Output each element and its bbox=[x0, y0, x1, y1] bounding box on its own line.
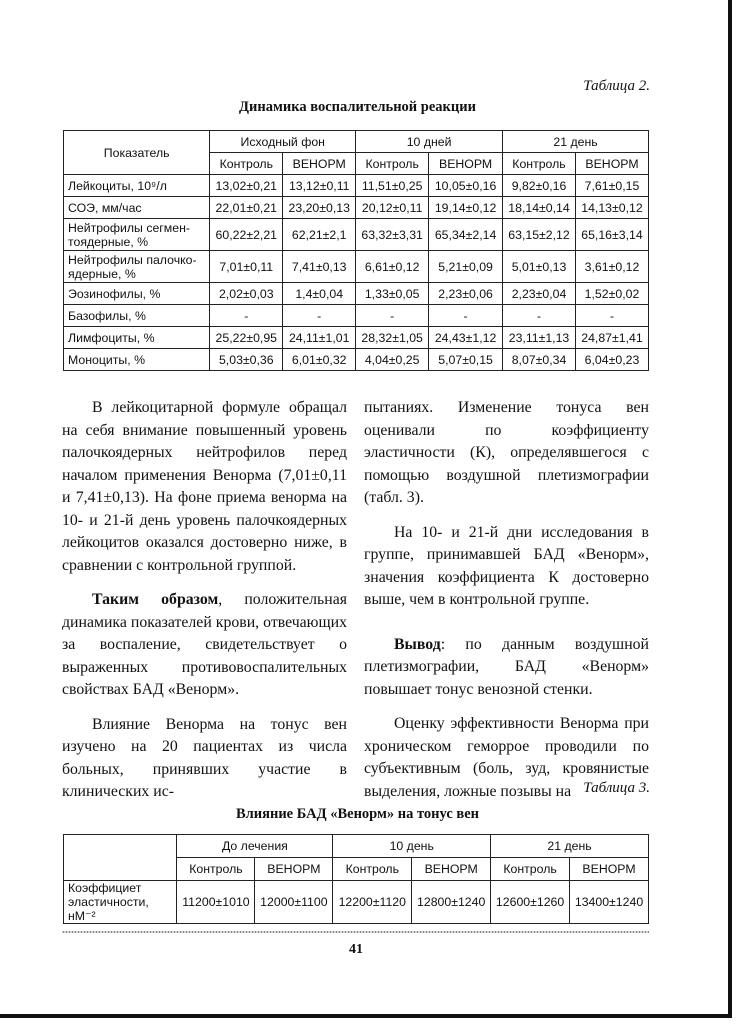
table2-cell: 5,03±0,36 bbox=[210, 349, 283, 371]
table2-cell: 2,23±0,06 bbox=[429, 283, 503, 305]
table2-cell: - bbox=[575, 305, 648, 327]
table2-cell: 6,61±0,12 bbox=[356, 251, 429, 283]
table2-cell: 65,34±2,14 bbox=[429, 219, 503, 251]
table3-header-group: Контроль bbox=[177, 858, 255, 881]
table2-header-group: Контроль bbox=[210, 153, 283, 175]
table3-header-period: До лечения bbox=[177, 835, 333, 858]
table3-header-period: 10 день bbox=[333, 835, 491, 858]
table-row bbox=[64, 305, 649, 327]
table2-cell: 22,01±0,21 bbox=[210, 197, 283, 219]
table-row bbox=[64, 219, 649, 251]
table-row bbox=[64, 251, 649, 283]
table2-cell: 14,13±0,12 bbox=[575, 197, 648, 219]
table2-cell: 63,15±2,12 bbox=[503, 219, 576, 251]
table2-cell: 1,4±0,04 bbox=[283, 283, 356, 305]
table3-caption: Таблица 3. bbox=[583, 780, 650, 796]
table-row bbox=[64, 197, 649, 219]
text-column-left bbox=[62, 397, 347, 804]
table2-row-label: Нейтрофилы сегмен-тоядерные, % bbox=[64, 219, 210, 251]
table2-header-group: Контроль bbox=[503, 153, 576, 175]
table2-cell: 6,01±0,32 bbox=[283, 349, 356, 371]
table2-cell: 7,01±0,11 bbox=[210, 251, 283, 283]
table3-header-empty bbox=[64, 835, 177, 881]
page-number: 41 bbox=[349, 942, 363, 957]
dotted-separator bbox=[62, 930, 649, 934]
table2-caption: Таблица 2. bbox=[583, 78, 650, 94]
table2-cell: 1,52±0,02 bbox=[575, 283, 648, 305]
table2-cell: 60,22±2,21 bbox=[210, 219, 283, 251]
table3-cell: 13400±1240 bbox=[570, 881, 649, 924]
table2-row-label: СОЭ, мм/час bbox=[64, 197, 210, 219]
text-column-right bbox=[364, 397, 649, 803]
table2-cell: 18,14±0,14 bbox=[503, 197, 576, 219]
table2-header-group: ВЕНОРМ bbox=[283, 153, 356, 175]
table2-cell: 13,02±0,21 bbox=[210, 175, 283, 197]
table2-row-label: Лимфоциты, % bbox=[64, 327, 210, 349]
table3-header-group: Контроль bbox=[333, 858, 412, 881]
table2-header-period: 10 дней bbox=[356, 131, 503, 153]
table2-cell: 28,32±1,05 bbox=[356, 327, 429, 349]
table3-title: Влияние БАД «Венорм» на тонус вен bbox=[235, 806, 480, 822]
paragraph: Вывод: по данным воздушной плетизмографии, БАД «Венорм» повышает тонус венозной стенки. bbox=[364, 635, 649, 698]
table2-cell: 25,22±0,95 bbox=[210, 327, 283, 349]
table3-cell: 12200±1120 bbox=[333, 881, 412, 924]
table2-cell: 7,61±0,15 bbox=[575, 175, 648, 197]
paragraph: Влияние Венорма на тонус вен изучено на 20 пациентах из числа больных, принявших участие в клинических ис- bbox=[62, 715, 347, 800]
table2-row-label: Эозинофилы, % bbox=[64, 283, 210, 305]
table2-cell: 5,01±0,13 bbox=[503, 251, 576, 283]
table2-row-label: Нейтрофилы палочко-ядерные, % bbox=[64, 251, 210, 283]
table2-cell: 19,14±0,12 bbox=[429, 197, 503, 219]
table2-cell: 23,20±0,13 bbox=[283, 197, 356, 219]
table3 bbox=[63, 834, 649, 924]
table3-cell: 12600±1260 bbox=[491, 881, 570, 924]
table2-cell: 5,21±0,09 bbox=[429, 251, 503, 283]
table2-cell: 10,05±0,16 bbox=[429, 175, 503, 197]
table-row bbox=[64, 349, 649, 371]
table2-cell: 24,87±1,41 bbox=[575, 327, 648, 349]
table2-cell: - bbox=[429, 305, 503, 327]
table3-header-group: ВЕНОРМ bbox=[412, 858, 491, 881]
paragraph: На 10- и 21-й дни исследования в группе, принимавшей БАД «Венорм», значения коэффициента К достоверно выше, чем в контрольной группе. bbox=[364, 523, 649, 608]
table2-header-indicator: Показатель bbox=[64, 131, 210, 175]
table2-cell: - bbox=[503, 305, 576, 327]
table3-row-label: Коэффициет эластичности, нМ⁻² bbox=[64, 881, 177, 924]
table3-cell: 11200±1010 bbox=[177, 881, 255, 924]
table2-cell: - bbox=[210, 305, 283, 327]
table2-cell: 4,04±0,25 bbox=[356, 349, 429, 371]
table2-cell: 11,51±0,25 bbox=[356, 175, 429, 197]
table2-cell: 23,11±1,13 bbox=[503, 327, 576, 349]
table2-cell: 24,11±1,01 bbox=[283, 327, 356, 349]
table2-row-label: Лейкоциты, 10⁹/л bbox=[64, 175, 210, 197]
table2-cell: 1,33±0,05 bbox=[356, 283, 429, 305]
table2-cell: - bbox=[283, 305, 356, 327]
table2-cell: 65,16±3,14 bbox=[575, 219, 648, 251]
table3-header-period: 21 день bbox=[491, 835, 649, 858]
table3-header-group: ВЕНОРМ bbox=[255, 858, 333, 881]
table-row bbox=[64, 175, 649, 197]
table2-cell: 63,32±3,31 bbox=[356, 219, 429, 251]
table3-cell: 12000±1100 bbox=[255, 881, 333, 924]
table2-cell: 8,07±0,34 bbox=[503, 349, 576, 371]
table2-cell: 3,61±0,12 bbox=[575, 251, 648, 283]
table2-cell: - bbox=[356, 305, 429, 327]
table2-cell: 13,12±0,11 bbox=[283, 175, 356, 197]
table2-cell: 7,41±0,13 bbox=[283, 251, 356, 283]
paragraph: В лейкоцитарной формуле обращал на себя внимание повышенный уровень палочкоядерных нейтрофилов перед началом применения Венорма (7,01±0,11 и 7,41±0,13). На фоне приема венорма на 10- и 21-й день уровень палочкоядерных лейкоцитов оказался достоверно ниже, в сравнении с контрольной группой. bbox=[62, 399, 347, 574]
table-row bbox=[64, 283, 649, 305]
table3-header-group: ВЕНОРМ bbox=[570, 858, 649, 881]
table2-cell: 62,21±2,1 bbox=[283, 219, 356, 251]
table2-cell: 5,07±0,15 bbox=[429, 349, 503, 371]
paragraph: пытаниях. Изменение тонуса вен оценивали по коэффициенту эластичности (К), определявшегося с помощью воздушной плетизмографии (табл. 3). bbox=[364, 399, 649, 506]
table2-header-period: 21 день bbox=[503, 131, 649, 153]
table3-cell: 12800±1240 bbox=[412, 881, 491, 924]
table2-header-group: Контроль bbox=[356, 153, 429, 175]
table2-cell: 20,12±0,11 bbox=[356, 197, 429, 219]
table2 bbox=[63, 130, 649, 371]
table-row bbox=[64, 327, 649, 349]
table2-row-label: Моноциты, % bbox=[64, 349, 210, 371]
table2-header-group: ВЕНОРМ bbox=[575, 153, 648, 175]
table2-cell: 24,43±1,12 bbox=[429, 327, 503, 349]
table2-row-label: Базофилы, % bbox=[64, 305, 210, 327]
table2-title: Динамика воспалительной реакции bbox=[239, 99, 476, 115]
paragraph: Оценку эффективности Венорма при хроническом геморрое проводили по субъективным (боль, зуд, кровянистые выделения, ложные позывы на bbox=[364, 715, 649, 800]
table2-cell: 6,04±0,23 bbox=[575, 349, 648, 371]
table2-header-period: Исходный фон bbox=[210, 131, 356, 153]
table-row bbox=[64, 881, 649, 924]
bold-lead: Вывод bbox=[394, 635, 441, 653]
paragraph: Таким образом, положительная динамика показателей крови, отвечающих за воспаление, свидетельствует о выраженных противовоспалительных свойствах БАД «Венорм». bbox=[62, 591, 347, 698]
table3-header-group: Контроль bbox=[491, 858, 570, 881]
table2-cell: 2,02±0,03 bbox=[210, 283, 283, 305]
table2-cell: 2,23±0,04 bbox=[503, 283, 576, 305]
table2-header-group: ВЕНОРМ bbox=[429, 153, 503, 175]
table2-cell: 9,82±0,16 bbox=[503, 175, 576, 197]
bold-lead: Таким образом bbox=[92, 591, 219, 608]
